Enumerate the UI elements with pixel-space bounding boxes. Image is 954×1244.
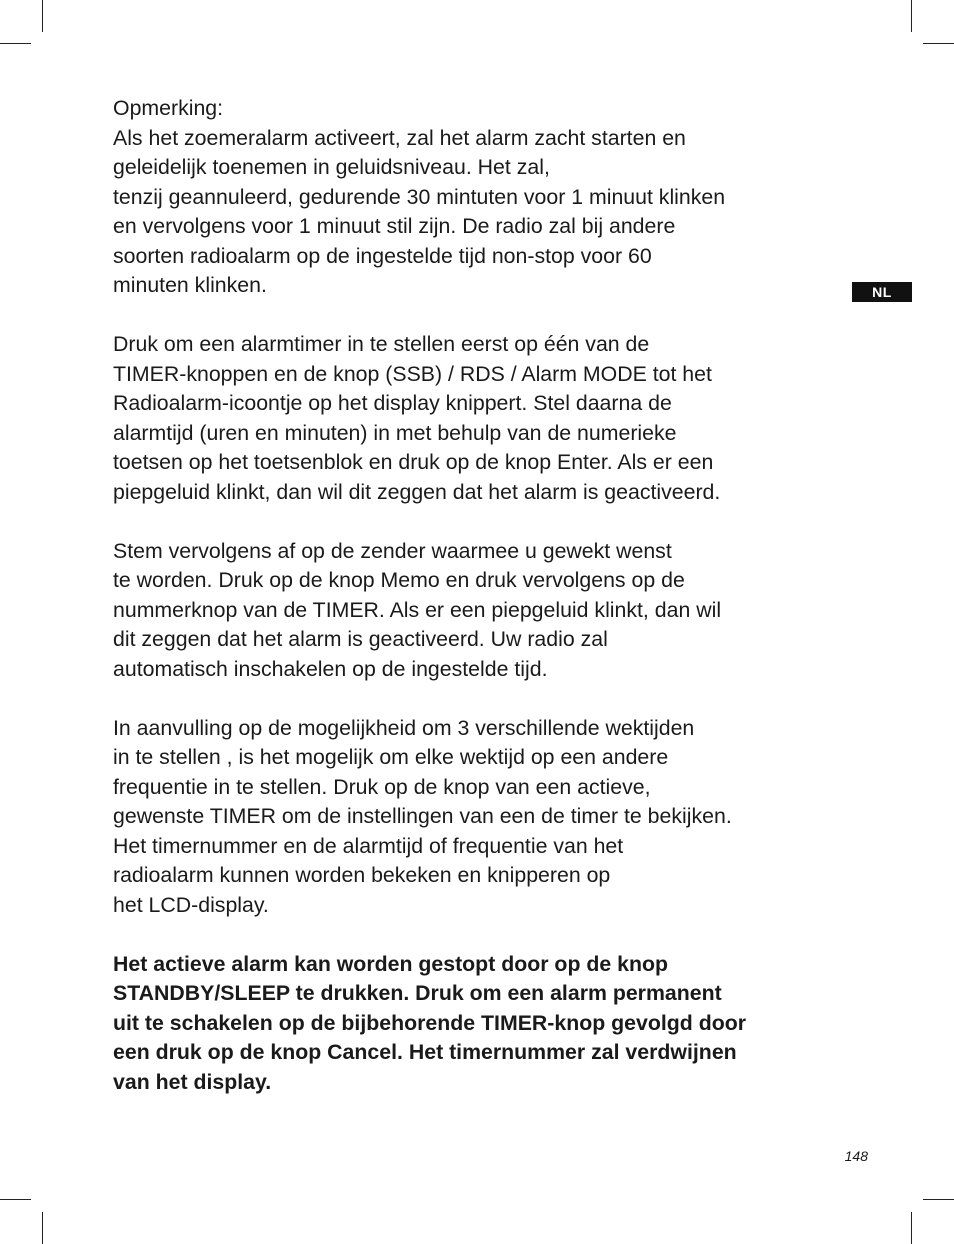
text-line: tenzij geannuleerd, gedurende 30 mintuten voor 1 minuut klinken: [113, 184, 726, 209]
text-line: geleidelijk toenemen in geluidsniveau. Het zal,: [113, 155, 550, 179]
text-line: frequentie in te stellen. Druk op de knop van een actieve,: [113, 774, 651, 799]
paragraph-tune-station: [113, 537, 853, 685]
text-line: radioalarm kunnen worden bekeken en knipperen op: [113, 863, 611, 887]
text-line: piepgeluid klinkt, dan wil dit zeggen dat het alarm is geactiveerd.: [113, 479, 721, 504]
crop-mark-bottom-left-vertical: [42, 1212, 43, 1244]
text-line: alarmtijd (uren en minuten) in met behulp van de numerieke: [113, 420, 677, 445]
text-line: te worden. Druk op de knop Memo en druk vervolgens op de: [113, 568, 685, 592]
paragraph-note: [113, 94, 853, 301]
text-line: Radioalarm-icoontje op het display knippert. Stel daarna de: [113, 391, 672, 415]
text-line: in te stellen , is het mogelijk om elke wektijd op een andere: [113, 745, 669, 769]
paragraph-set-alarm: [113, 330, 853, 507]
document-body: [113, 94, 853, 1097]
text-line: Druk om een alarmtimer in te stellen eerst op één van de: [113, 332, 650, 356]
text-line: STANDBY/SLEEP te drukken. Druk om een alarm permanent: [113, 981, 722, 1005]
crop-mark-bottom-left-horizontal: [0, 1199, 31, 1200]
text-line: Als het zoemeralarm activeert, zal het alarm zacht starten en: [113, 125, 686, 150]
text-line: Het actieve alarm kan worden gestopt door op de knop: [113, 951, 669, 976]
text-line: Opmerking:: [113, 96, 224, 120]
crop-mark-bottom-right-vertical: [911, 1212, 912, 1244]
page-number: 148: [844, 1148, 868, 1164]
text-line: dit zeggen dat het alarm is geactiveerd. Uw radio zal: [113, 627, 608, 651]
text-line: en vervolgens voor 1 minuut stil zijn. De radio zal bij andere: [113, 214, 676, 238]
crop-mark-top-left-horizontal: [0, 43, 31, 44]
language-tab: NL: [852, 282, 912, 302]
text-line: Het timernummer en de alarmtijd of frequentie van het: [113, 833, 624, 858]
text-line: gewenste TIMER om de instellingen van een de timer te bekijken.: [113, 804, 732, 828]
text-line: soorten radioalarm op de ingestelde tijd non-stop voor 60: [113, 243, 652, 268]
text-line: TIMER-knoppen en de knop (SSB) / RDS / Alarm MODE tot het: [113, 361, 712, 386]
crop-mark-top-left-vertical: [42, 0, 43, 32]
paragraph-multiple-wake-times: [113, 714, 853, 921]
crop-mark-top-right-vertical: [911, 0, 912, 32]
crop-mark-top-right-horizontal: [923, 43, 954, 44]
text-line: Stem vervolgens af op de zender waarmee u gewekt wenst: [113, 538, 672, 563]
text-line: minuten klinken.: [113, 273, 267, 297]
text-line: toetsen op het toetsenblok en druk op de knop Enter. Als er een: [113, 450, 714, 474]
text-line: automatisch inschakelen op de ingestelde tijd.: [113, 656, 548, 681]
text-line: uit te schakelen op de bijbehorende TIMER-knop gevolgd door: [113, 1010, 747, 1035]
text-line: een druk op de knop Cancel. Het timernummer zal verdwijnen: [113, 1040, 737, 1064]
paragraph-stop-alarm: [113, 950, 853, 1098]
text-line: van het display.: [113, 1069, 272, 1094]
text-line: In aanvulling op de mogelijkheid om 3 verschillende wektijden: [113, 715, 695, 740]
text-line: nummerknop van de TIMER. Als er een piepgeluid klinkt, dan wil: [113, 597, 722, 622]
crop-mark-bottom-right-horizontal: [923, 1199, 954, 1200]
text-line: het LCD-display.: [113, 892, 269, 917]
